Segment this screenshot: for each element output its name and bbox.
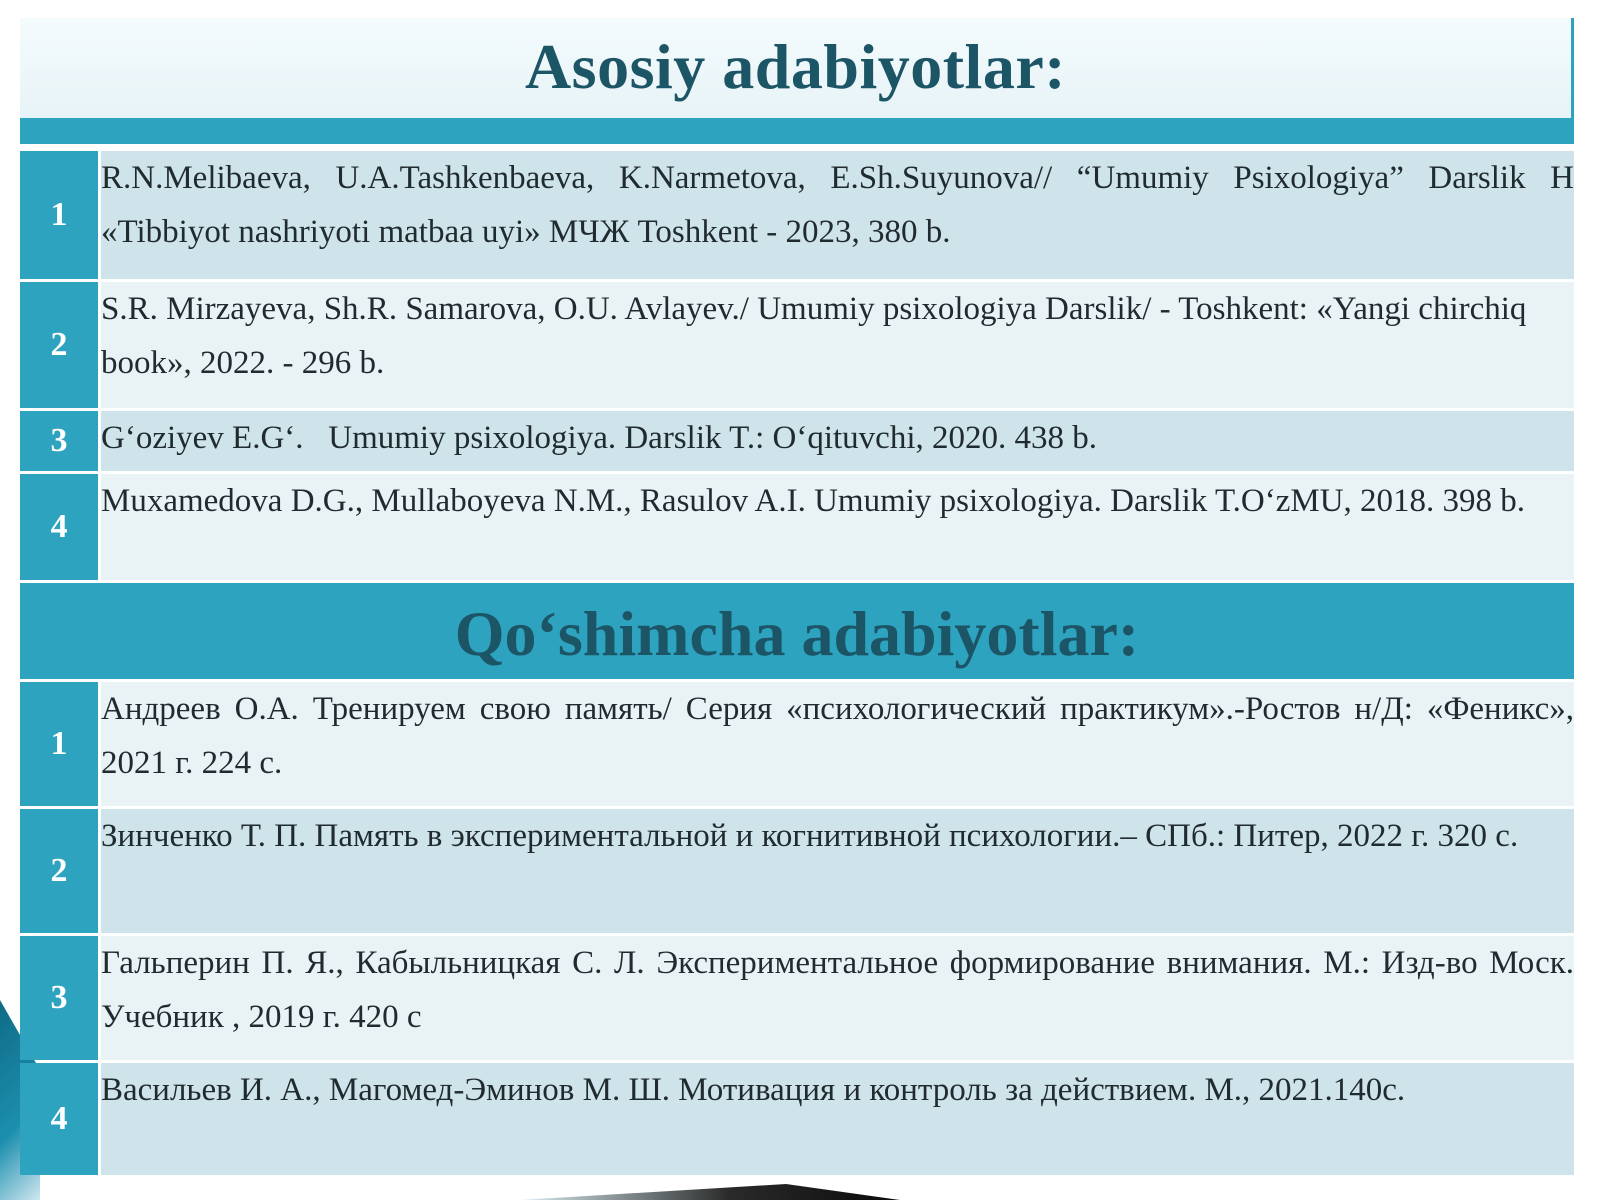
reference-text: R.N.Melibaeva, U.A.Tashkenbaeva, K.Narmetova, E.Sh.Suyunova// “Umumiy Psixologiya” Darslik H «Tibbiyot nashriyoti matbaa uyi» МЧЖ Toshkent - 2023, 380 b.: [101, 151, 1574, 279]
main-references-table: [20, 148, 1574, 583]
row-number: 1: [20, 151, 101, 279]
main-section-title: Asosiy adabiyotlar:: [524, 31, 1067, 102]
row-number: 2: [20, 282, 101, 408]
table-row: [20, 682, 1574, 806]
reference-text: Гальперин П. Я., Кабыльницкая С. Л. Экспериментальное формирование внимания. М.: Изд-во Моск. Учебник , 2019 г. 420 с: [101, 936, 1574, 1060]
table-row: [20, 809, 1574, 933]
row-number: 3: [20, 411, 101, 471]
table-row: [20, 474, 1574, 580]
table-row: [20, 282, 1574, 408]
reference-text: G‘oziyev E.G‘. Umumiy psixologiya. Darslik T.: O‘qituvchi, 2020. 438 b.: [101, 411, 1574, 471]
table-row: [20, 411, 1574, 471]
row-number: 1: [20, 682, 101, 806]
main-title-bar: [20, 18, 1574, 118]
row-number: 3: [20, 936, 101, 1060]
additional-references-table: [20, 679, 1574, 1178]
reference-text: Зинченко Т. П. Память в экспериментальной и когнитивной психологии.– СПб.: Питер, 2022 г. 320 с.: [101, 809, 1574, 933]
reference-text: Андреев О.А. Тренируем свою память/ Серия «психологический практикум».-Ростов н/Д: «Феникс», 2021 г. 224 с.: [101, 682, 1574, 806]
table-row: [20, 151, 1574, 279]
table-row: [20, 1063, 1574, 1175]
row-number: 4: [20, 1063, 101, 1175]
additional-title-bar: [20, 583, 1574, 679]
additional-section-title: Qo‘shimcha adabiyotlar:: [454, 598, 1140, 669]
reference-text: S.R. Mirzayeva, Sh.R. Samarova, O.U. Avlayev./ Umumiy psixologiya Darslik/ - Toshkent: «Yangi chirchiq book», 2022. - 296 b.: [101, 282, 1574, 408]
reference-text: Muxamedova D.G., Mullaboyeva N.M., Rasulov A.I. Umumiy psixologiya. Darslik T.O‘zMU, 2018. 398 b.: [101, 474, 1574, 580]
bottom-decoration: [520, 1184, 900, 1200]
title-underline: [20, 118, 1574, 144]
slide: [20, 18, 1574, 1178]
row-number: 2: [20, 809, 101, 933]
reference-text: Васильев И. А., Магомед-Эминов М. Ш. Мотивация и контроль за действием. М., 2021.140с.: [101, 1063, 1574, 1175]
table-row: [20, 936, 1574, 1060]
row-number: 4: [20, 474, 101, 580]
